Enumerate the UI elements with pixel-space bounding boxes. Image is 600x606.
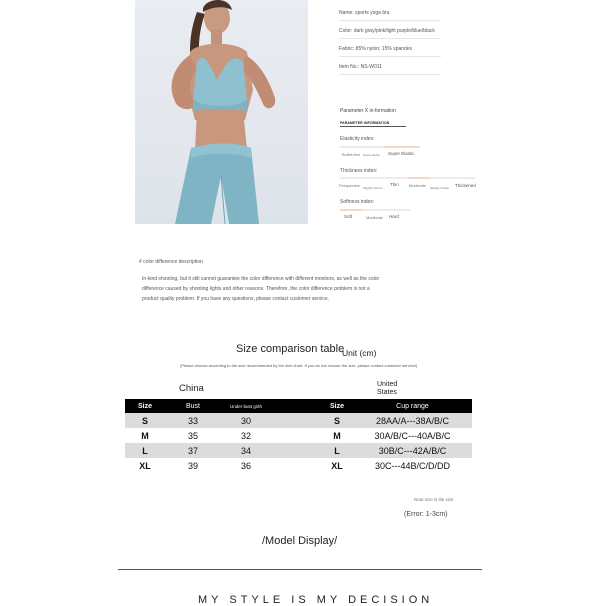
size-table: [125, 399, 472, 473]
thickness-option: Moderate: [409, 183, 426, 188]
cell-size-us: L: [334, 445, 340, 456]
size-note-tile: Note size is tile size: [414, 497, 454, 502]
softness-option: Hard: [389, 214, 399, 219]
size-table-note: (Please choose according to the size recommended by the size chart. If you do not choose the size, please contact customer service!): [180, 363, 418, 368]
color-difference-text: In-kind shooting, but it still cannot guarantee the color difference with different monitors, as well as the color difference caused by shooting lights and other reasons. Therefore, the color difference problem is not a product quality problem. If you have any questions, please contact customer service.: [142, 276, 380, 302]
table-row: [125, 413, 472, 428]
cell-cup-range: 28AA/A---38A/B/C: [375, 415, 450, 426]
thickness-option: Thickened: [455, 183, 476, 188]
thickness-option: Thin: [390, 182, 399, 187]
cell-size-us: S: [333, 415, 340, 426]
cell-cup-range: 30B/C---42A/B/C: [378, 445, 447, 456]
softness-label: Softness index:: [340, 199, 375, 205]
cell-under-bust: 34: [240, 445, 251, 456]
parameter-title: Parameter X in-formation: [340, 108, 396, 114]
model-illustration: [135, 0, 308, 224]
product-color: Color: dark gray/pink/light purple/blue/black: [339, 24, 441, 39]
softness-scale: [340, 209, 410, 211]
header-under-bust: Under bust girth: [229, 403, 263, 409]
elasticity-option: Super Elastic: [388, 151, 415, 156]
size-error-note: (Error: 1-3cm): [404, 511, 448, 518]
thickness-scale: [340, 177, 475, 179]
thickness-option: Perspective: [339, 183, 360, 188]
cell-bust: 35: [187, 430, 198, 441]
product-fabric: Fabric: 85% nylon; 15% spandex: [339, 42, 441, 57]
color-difference-title: # color difference description: [139, 259, 203, 265]
size-table-title: Size comparison table: [236, 343, 345, 355]
thickness-label: Thickness index:: [340, 168, 378, 174]
cell-under-bust: 32: [240, 430, 251, 441]
cell-bust: 39: [187, 460, 198, 471]
group-china: China: [179, 383, 204, 394]
product-item-no: Item No.: NS-W011: [339, 60, 441, 75]
elasticity-option: Stock elastic: [363, 153, 380, 157]
table-row: [125, 428, 472, 443]
header-cup-range: Cup range: [396, 402, 429, 410]
softness-option: Moderate: [366, 215, 383, 220]
group-us: United States: [377, 381, 398, 396]
cell-size-china: M: [141, 430, 149, 441]
cell-bust: 37: [187, 445, 198, 456]
header-size-us: Size: [329, 402, 344, 410]
table-row: [125, 458, 472, 473]
elasticity-scale: [340, 146, 420, 148]
header-size-china: Size: [137, 402, 152, 410]
thickness-option: Slightly thinner: [363, 186, 383, 190]
cell-under-bust: 30: [240, 415, 251, 426]
cell-size-china: L: [142, 445, 148, 456]
model-display-title: /Model Display/: [262, 535, 338, 547]
parameter-subtitle: PARAMETER INFORMATION: [340, 121, 390, 125]
cell-size-china: S: [141, 415, 148, 426]
softness-option: Soft: [344, 214, 353, 219]
cell-bust: 33: [187, 415, 198, 426]
slogan: MY STYLE IS MY DECISION: [198, 594, 434, 606]
cell-cup-range: 30A/B/C---40A/B/C: [374, 430, 451, 441]
section-divider: [118, 569, 482, 570]
elasticity-option: Bullet-free: [342, 152, 361, 157]
header-bust: Bust: [185, 402, 200, 410]
table-header: [125, 399, 472, 413]
cell-size-us: M: [333, 430, 341, 441]
table-row: [125, 443, 472, 458]
cell-size-china: XL: [139, 460, 151, 471]
cell-cup-range: 30C---44B/C/D/DD: [374, 460, 450, 471]
parameter-divider: [340, 126, 406, 127]
product-photo: [135, 0, 308, 224]
thickness-option: Slightly thicker: [430, 186, 450, 190]
elasticity-label: Elasticity index:: [340, 136, 375, 142]
cell-size-us: XL: [331, 460, 343, 471]
size-table-unit: Unit (cm): [342, 348, 377, 358]
cell-under-bust: 36: [240, 460, 251, 471]
product-name: Name: sports yoga bra: [339, 6, 441, 21]
